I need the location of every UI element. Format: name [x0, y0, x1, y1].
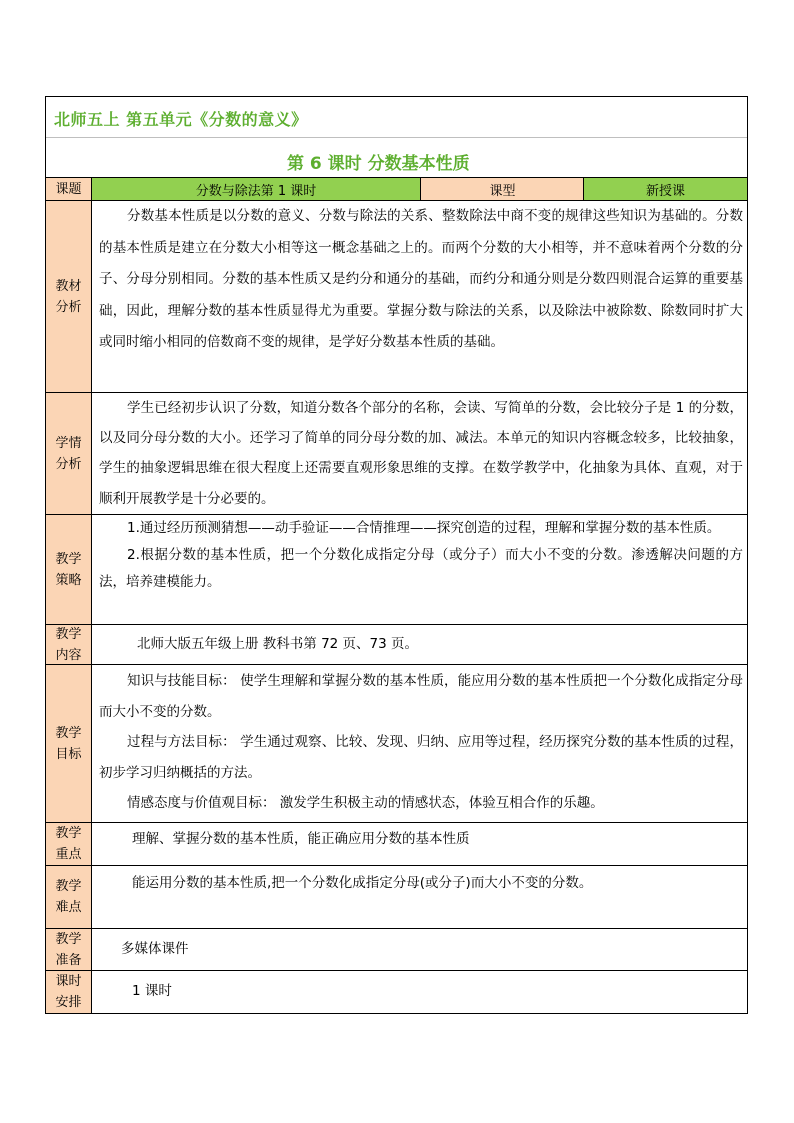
content-label [46, 625, 92, 664]
key-points-text: 理解、掌握分数的基本性质，能正确应用分数的基本性质 [132, 831, 470, 847]
topic-label: 课题 [46, 178, 92, 200]
textbook-analysis-text: 分数基本性质是以分数的意义、分数与除法的关系、整数除法中商不变的规律这些知识为基础的。分数的基本性质是建立在分数大小相等这一概念基础之上的。而两个分数的大小相等，并不意味着两个分数的分子、分母分别相同。分数的基本性质又是约分和通分的基础，而约分和通分则是分数四则混合运算的重要基础，因此，理解分数的基本性质显得尤为重要。掌握分数与除法的关系，以及除法中被除数、除数同时扩大或同时缩小相同的倍数商不变的规律，是学好分数基本性质的基础。 [99, 208, 743, 351]
student-analysis-label-text: 学情 分析 [55, 435, 82, 472]
goal-emotion: 情感态度与价值观目标： 激发学生积极主动的情感状态，体验互相合作的乐趣。 [127, 795, 604, 812]
strategy-cell [92, 515, 747, 624]
textbook-analysis-label-text: 教材 分析 [55, 278, 82, 315]
key-points-label-text: 教学 重点 [55, 826, 82, 862]
preparation-text: 多媒体课件 [121, 941, 189, 957]
goals-cell [92, 665, 747, 822]
difficulties-row [46, 866, 747, 929]
schedule-row [46, 971, 747, 1013]
lesson-title-row [46, 137, 747, 178]
student-analysis-label [46, 393, 92, 514]
textbook-analysis-cell [92, 201, 747, 392]
schedule-label-text: 课时 安排 [55, 974, 82, 1010]
unit-title-row [46, 97, 747, 138]
schedule-cell [92, 971, 747, 1013]
strategy-label-text: 教学 策略 [55, 551, 82, 588]
type-label: 课型 [420, 178, 584, 200]
textbook-analysis-row [46, 201, 747, 393]
strategy-label [46, 515, 92, 624]
topic-row [46, 178, 747, 201]
topic-cells [92, 178, 747, 200]
difficulties-label [46, 866, 92, 928]
strategy-row [46, 515, 747, 625]
difficulties-cell [92, 866, 747, 928]
difficulties-text: 能运用分数的基本性质,把一个分数化成指定分母(或分子)而大小不变的分数。 [132, 875, 593, 891]
content-row [46, 625, 747, 665]
content-cell [92, 625, 747, 664]
goals-label-text: 教学 目标 [55, 725, 82, 762]
key-points-row [46, 823, 747, 866]
schedule-text: 1 课时 [132, 983, 172, 999]
schedule-label [46, 971, 92, 1013]
content-label-text: 教学 内容 [55, 626, 82, 663]
content-text: 北师大版五年级上册 教科书第 72 页、73 页。 [137, 636, 419, 652]
preparation-row [46, 929, 747, 971]
student-analysis-text: 学生已经初步认识了分数，知道分数各个部分的名称，会读、写简单的分数，会比较分子是 1 的分数，以及同分母分数的大小。还学习了简单的同分母分数的加、减法。本单元的知识内容概念较多，比较抽象，学生的抽象逻辑思维在很大程度上还需要直观形象思维的支撑。在数学教学中，化抽象为具体、直观，对于顺利开展教学是十分必要的。 [99, 400, 743, 507]
lesson-title: 第 6 课时 分数基本性质 [287, 154, 470, 174]
key-points-cell [92, 823, 747, 865]
preparation-label-text: 教学 准备 [55, 931, 82, 968]
preparation-cell [92, 929, 747, 970]
textbook-analysis-label [46, 201, 92, 392]
goals-row [46, 665, 747, 823]
unit-title: 北师五上 第五单元《分数的意义》 [54, 110, 308, 129]
key-points-label [46, 823, 92, 865]
type-value: 新授课 [583, 178, 747, 200]
strategy-item-2: 2.根据分数的基本性质，把一个分数化成指定分母（或分子）而大小不变的分数。渗透解决问题的方法，培养建模能力。 [99, 547, 743, 590]
student-analysis-cell [92, 393, 747, 514]
goals-label [46, 665, 92, 822]
goal-knowledge: 知识与技能目标： 使学生理解和掌握分数的基本性质，能应用分数的基本性质把一个分数化成指定分母而大小不变的分数。 [99, 673, 743, 720]
student-analysis-row [46, 393, 747, 515]
preparation-label [46, 929, 92, 970]
lesson-plan-table [45, 96, 748, 1014]
difficulties-label-text: 教学 难点 [55, 879, 82, 915]
topic-value: 分数与除法第 1 课时 [92, 178, 420, 200]
strategy-item-1: 1.通过经历预测猜想——动手验证——合情推理——探究创造的过程，理解和掌握分数的基本性质。 [127, 520, 721, 536]
goal-process: 过程与方法目标： 学生通过观察、比较、发现、归纳、应用等过程，经历探究分数的基本性质的过程，初步学习归纳概括的方法。 [99, 734, 743, 781]
